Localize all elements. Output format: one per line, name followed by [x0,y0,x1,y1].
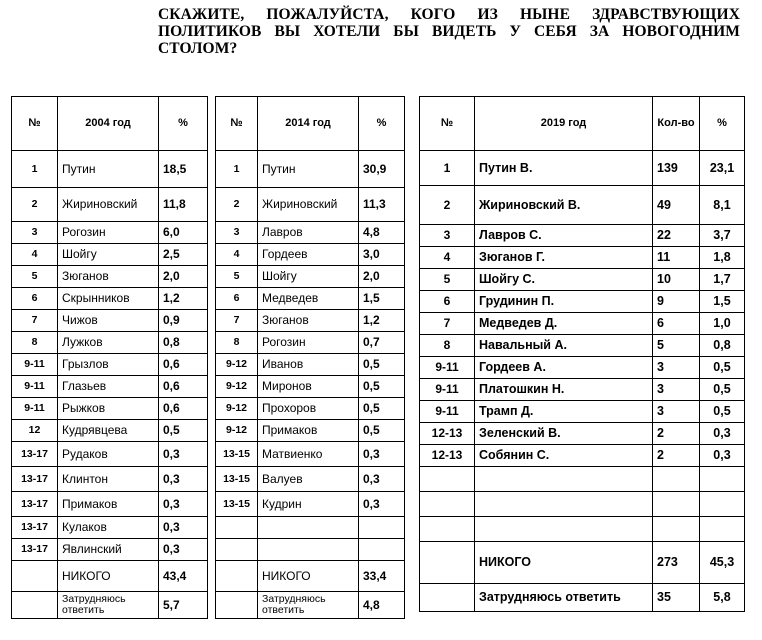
rank-cell: 12-13 [420,445,475,467]
politician-name: Явлинский [58,539,159,561]
percent-cell: 0,3 [159,539,208,561]
percent-cell: 0,6 [159,398,208,420]
percent-cell: 1,7 [700,269,745,291]
count-cell: 2 [653,445,700,467]
politician-name: Затрудняюсь ответить [475,584,653,612]
rank-cell: 13-17 [12,492,58,517]
politician-name: Иванов [258,354,359,376]
rank-cell: 1 [12,151,58,188]
rank-cell: 13-17 [12,442,58,467]
header-year: 2014 год [258,97,359,151]
politician-name: Шойгу С. [475,269,653,291]
table-2004 [11,96,208,619]
table-row [216,592,405,619]
count-cell: 22 [653,225,700,247]
table-body [420,151,745,612]
politician-name: НИКОГО [58,561,159,592]
table-row [216,288,405,310]
table-row [216,354,405,376]
politician-name [258,539,359,561]
table-row [12,376,208,398]
table-row [216,244,405,266]
percent-cell: 0,3 [159,517,208,539]
table-row [216,398,405,420]
politician-name: Примаков [258,420,359,442]
percent-cell: 11,3 [359,188,405,222]
rank-cell: 1 [420,151,475,186]
rank-cell [420,492,475,517]
percent-cell [359,539,405,561]
table-row [12,467,208,492]
table-row [420,186,745,225]
table-row [12,222,208,244]
percent-cell: 2,5 [159,244,208,266]
percent-cell: 4,8 [359,222,405,244]
rank-cell: 5 [216,266,258,288]
header-count: Кол-во [653,97,700,151]
rank-cell: 12 [12,420,58,442]
politician-name: Трамп Д. [475,401,653,423]
rank-cell: 8 [420,335,475,357]
percent-cell: 45,3 [700,542,745,584]
table-row [216,420,405,442]
percent-cell: 30,9 [359,151,405,188]
table-row [420,357,745,379]
rank-cell: 8 [216,332,258,354]
percent-cell: 0,6 [159,354,208,376]
header-pct: % [700,97,745,151]
percent-cell: 3,0 [359,244,405,266]
percent-cell: 1,2 [159,288,208,310]
rank-cell: 6 [420,291,475,313]
rank-cell [420,542,475,584]
politician-name: НИКОГО [258,561,359,592]
politician-name: Затрудняюсь ответить [58,592,159,619]
rank-cell: 9-12 [216,398,258,420]
rank-cell: 2 [420,186,475,225]
percent-cell: 0,8 [159,332,208,354]
header-num: № [12,97,58,151]
politician-name: Медведев [258,288,359,310]
percent-cell: 0,3 [359,442,405,467]
percent-cell: 1,5 [700,291,745,313]
politician-name [475,492,653,517]
politician-name [475,467,653,492]
percent-cell: 0,9 [159,310,208,332]
rank-cell: 7 [216,310,258,332]
politician-name: Глазьев [58,376,159,398]
count-cell: 3 [653,357,700,379]
rank-cell: 13-15 [216,467,258,492]
table-row [420,269,745,291]
table-row [216,310,405,332]
politician-name: Путин [58,151,159,188]
percent-cell: 0,3 [359,492,405,517]
rank-cell [216,561,258,592]
table-row [420,313,745,335]
percent-cell: 0,5 [359,420,405,442]
politician-name: Рогозин [58,222,159,244]
table-row [12,310,208,332]
percent-cell: 4,8 [359,592,405,619]
table-row [420,584,745,612]
percent-cell: 0,5 [359,376,405,398]
table-body [216,151,405,619]
politician-name: Медведев Д. [475,313,653,335]
politician-name: НИКОГО [475,542,653,584]
percent-cell: 1,2 [359,310,405,332]
percent-cell: 0,6 [159,376,208,398]
percent-cell: 23,1 [700,151,745,186]
count-cell: 139 [653,151,700,186]
count-cell: 5 [653,335,700,357]
politician-name: Зеленский В. [475,423,653,445]
table-row [216,332,405,354]
table-row [216,266,405,288]
percent-cell: 0,5 [159,420,208,442]
politician-name: Зюганов [58,266,159,288]
count-cell: 49 [653,186,700,225]
politician-name: Жириновский [258,188,359,222]
politician-name: Прохоров [258,398,359,420]
table-row [12,354,208,376]
rank-cell: 9-11 [12,354,58,376]
rank-cell: 6 [12,288,58,310]
table-row [12,442,208,467]
politician-name: Платошкин Н. [475,379,653,401]
percent-cell: 0,8 [700,335,745,357]
percent-cell: 0,3 [159,467,208,492]
table-row [216,376,405,398]
rank-cell: 9-12 [216,376,258,398]
count-cell [653,467,700,492]
rank-cell: 12-13 [420,423,475,445]
percent-cell: 43,4 [159,561,208,592]
politician-name: Лавров [258,222,359,244]
rank-cell: 2 [216,188,258,222]
percent-cell: 1,8 [700,247,745,269]
table-row [12,492,208,517]
table-row [420,542,745,584]
table-row [12,288,208,310]
rank-cell: 13-15 [216,442,258,467]
rank-cell: 9-11 [420,379,475,401]
table-row [12,398,208,420]
table-row [12,151,208,188]
rank-cell: 9-11 [12,376,58,398]
percent-cell: 1,0 [700,313,745,335]
politician-name: Шойгу [258,266,359,288]
table-row [12,266,208,288]
politician-name: Навальный А. [475,335,653,357]
rank-cell [420,584,475,612]
politician-name: Миронов [258,376,359,398]
percent-cell: 18,5 [159,151,208,188]
header-year: 2019 год [475,97,653,151]
table-row [216,442,405,467]
rank-cell: 4 [420,247,475,269]
rank-cell: 9-12 [216,354,258,376]
rank-cell: 3 [12,222,58,244]
table-row [12,332,208,354]
table-row [12,561,208,592]
politician-name: Скрынников [58,288,159,310]
percent-cell: 0,5 [700,357,745,379]
survey-question-title: СКАЖИТЕ, ПОЖАЛУЙСТА, КОГО ИЗ НЫНЕ ЗДРАВСТВУЮЩИХ ПОЛИТИКОВ ВЫ ХОТЕЛИ БЫ ВИДЕТЬ У СЕБЯ ЗА НОВОГОДНИМ СТОЛОМ? [158,6,740,57]
table-row [12,592,208,619]
table-row [420,492,745,517]
politician-name: Кудрин [258,492,359,517]
header-year: 2004 год [58,97,159,151]
table-row [420,151,745,186]
percent-cell: 3,7 [700,225,745,247]
politician-name: Путин [258,151,359,188]
percent-cell [700,467,745,492]
percent-cell: 6,0 [159,222,208,244]
table-row [420,445,745,467]
politician-name: Валуев [258,467,359,492]
percent-cell: 33,4 [359,561,405,592]
percent-cell: 0,5 [700,401,745,423]
table-row [420,335,745,357]
rank-cell: 9-11 [420,357,475,379]
politician-name: Кулаков [58,517,159,539]
rank-cell [12,592,58,619]
politician-name: Клинтон [58,467,159,492]
rank-cell: 4 [216,244,258,266]
percent-cell: 2,0 [159,266,208,288]
politician-name: Грудинин П. [475,291,653,313]
count-cell: 10 [653,269,700,291]
table-row [216,151,405,188]
table-row [12,517,208,539]
rank-cell [216,517,258,539]
table-row [12,188,208,222]
percent-cell: 8,1 [700,186,745,225]
rank-cell: 6 [216,288,258,310]
rank-cell: 9-11 [420,401,475,423]
percent-cell [700,492,745,517]
header-pct: % [159,97,208,151]
count-cell: 2 [653,423,700,445]
rank-cell: 13-17 [12,467,58,492]
table-row [216,222,405,244]
politician-name: Примаков [58,492,159,517]
table-row [216,561,405,592]
politician-name: Матвиенко [258,442,359,467]
count-cell: 11 [653,247,700,269]
percent-cell: 5,8 [700,584,745,612]
politician-name: Лужков [58,332,159,354]
count-cell [653,517,700,542]
rank-cell: 1 [216,151,258,188]
percent-cell: 11,8 [159,188,208,222]
politician-name: Затрудняюсь ответить [258,592,359,619]
percent-cell: 1,5 [359,288,405,310]
percent-cell: 0,5 [359,354,405,376]
politician-name [258,517,359,539]
rank-cell: 3 [420,225,475,247]
header-num: № [420,97,475,151]
table-row [12,420,208,442]
politician-name [475,517,653,542]
rank-cell [420,467,475,492]
table-row [216,467,405,492]
rank-cell: 13-17 [12,517,58,539]
rank-cell: 9-11 [12,398,58,420]
percent-cell [359,517,405,539]
table-row [420,247,745,269]
table-row [216,188,405,222]
rank-cell: 7 [420,313,475,335]
table-row [420,225,745,247]
percent-cell: 0,3 [359,467,405,492]
rank-cell: 13-17 [12,539,58,561]
politician-name: Чижов [58,310,159,332]
table-row [420,423,745,445]
percent-cell: 2,0 [359,266,405,288]
table-body [12,151,208,619]
percent-cell: 0,3 [159,492,208,517]
rank-cell: 8 [12,332,58,354]
table-row [420,379,745,401]
count-cell: 3 [653,379,700,401]
percent-cell: 0,3 [159,442,208,467]
percent-cell: 0,3 [700,445,745,467]
rank-cell: 5 [12,266,58,288]
rank-cell: 4 [12,244,58,266]
table-row [216,539,405,561]
percent-cell: 0,7 [359,332,405,354]
count-cell: 273 [653,542,700,584]
percent-cell: 0,5 [359,398,405,420]
rank-cell [216,539,258,561]
table-row [216,492,405,517]
politician-name: Путин В. [475,151,653,186]
header-pct: % [359,97,405,151]
politician-name: Рыжков [58,398,159,420]
percent-cell: 5,7 [159,592,208,619]
table-row [420,467,745,492]
count-cell: 3 [653,401,700,423]
header-num: № [216,97,258,151]
rank-cell: 13-15 [216,492,258,517]
politician-name: Шойгу [58,244,159,266]
rank-cell: 5 [420,269,475,291]
politician-name: Кудрявцева [58,420,159,442]
table-2014 [215,96,405,619]
table-row [12,244,208,266]
rank-cell [12,561,58,592]
table-row [12,539,208,561]
rank-cell [420,517,475,542]
politician-name: Зюганов [258,310,359,332]
table-row [420,401,745,423]
politician-name: Лавров С. [475,225,653,247]
rank-cell: 3 [216,222,258,244]
politician-name: Грызлов [58,354,159,376]
table-2019 [419,96,745,612]
rank-cell [216,592,258,619]
rank-cell: 2 [12,188,58,222]
politician-name: Жириновский В. [475,186,653,225]
rank-cell: 7 [12,310,58,332]
count-cell: 6 [653,313,700,335]
table-row [420,291,745,313]
percent-cell [700,517,745,542]
politician-name: Гордеев А. [475,357,653,379]
table-row [216,517,405,539]
politician-name: Собянин С. [475,445,653,467]
table-row [420,517,745,542]
rank-cell: 9-12 [216,420,258,442]
politician-name: Зюганов Г. [475,247,653,269]
politician-name: Рогозин [258,332,359,354]
politician-name: Жириновский [58,188,159,222]
percent-cell: 0,3 [700,423,745,445]
count-cell: 9 [653,291,700,313]
percent-cell: 0,5 [700,379,745,401]
politician-name: Рудаков [58,442,159,467]
politician-name: Гордеев [258,244,359,266]
count-cell [653,492,700,517]
count-cell: 35 [653,584,700,612]
